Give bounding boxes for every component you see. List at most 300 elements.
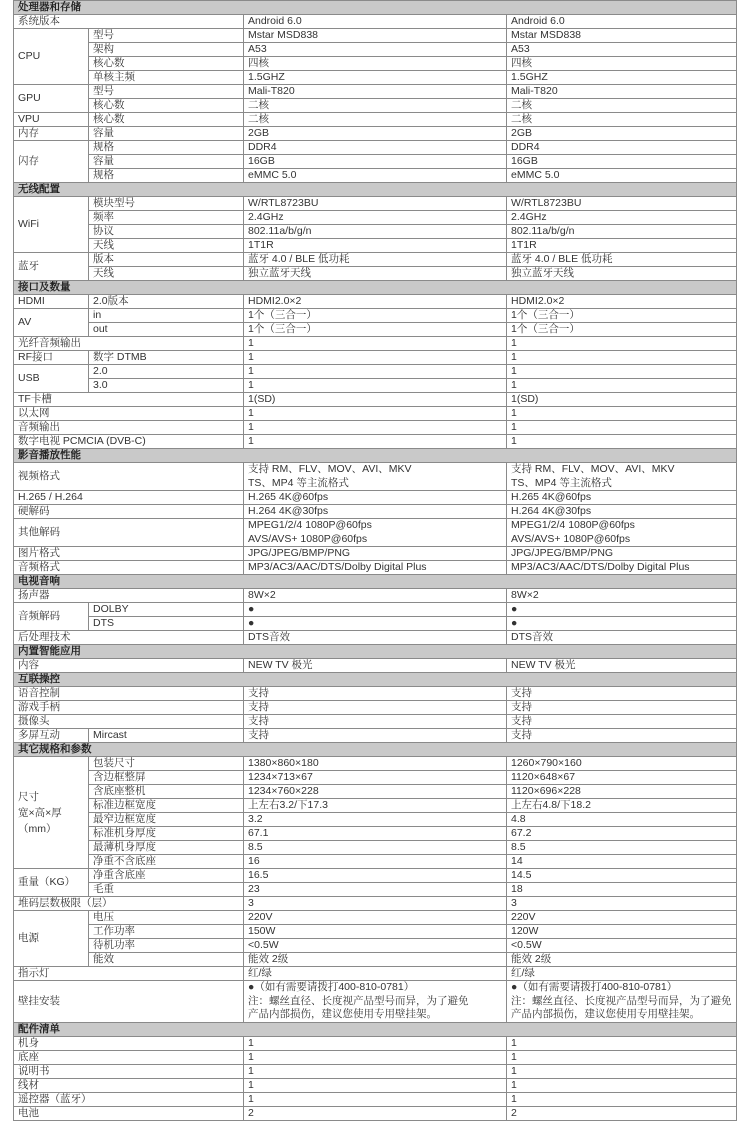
- value-model-a: 3.2: [244, 813, 507, 827]
- spec-row: [14, 29, 737, 43]
- section-header-row: [14, 743, 737, 757]
- spec-subcategory: 模块型号: [89, 197, 244, 211]
- value-model-a: 支持 RM、FLV、MOV、AVI、MKV TS、MP4 等主流格式: [244, 463, 507, 491]
- value-model-b: 1T1R: [507, 239, 737, 253]
- spec-category: 指示灯: [14, 967, 244, 981]
- spec-row: [14, 911, 737, 925]
- spec-row: [14, 309, 737, 323]
- spec-row: [14, 435, 737, 449]
- spec-row: [14, 393, 737, 407]
- value-model-b: 1: [507, 351, 737, 365]
- value-model-b: 1个（三合一）: [507, 323, 737, 337]
- spec-subcategory: 数字 DTMB: [89, 351, 244, 365]
- spec-table-body: [14, 1, 737, 1121]
- value-model-b: Android 6.0: [507, 15, 737, 29]
- value-model-a: 1: [244, 365, 507, 379]
- value-model-b: 1(SD): [507, 393, 737, 407]
- value-model-b: 蓝牙 4.0 / BLE 低功耗: [507, 253, 737, 267]
- spec-category: 多屏互动: [14, 729, 89, 743]
- value-model-a: 1234×713×67: [244, 771, 507, 785]
- value-model-b: 1: [507, 407, 737, 421]
- section-title: 其它规格和参数: [14, 743, 737, 757]
- section-header-row: [14, 645, 737, 659]
- spec-category: 硬解码: [14, 505, 244, 519]
- value-model-a: ●: [244, 603, 507, 617]
- spec-subcategory: 包装尺寸: [89, 757, 244, 771]
- value-model-a: 1: [244, 1051, 507, 1065]
- spec-row: [14, 85, 737, 99]
- value-model-a: ●（如有需要请拨打400-810-0781） 注：螺丝直径、长度视产品型号而异，为了避免 产品内部损伤，建议您使用专用壁挂架。: [244, 981, 507, 1023]
- spec-subcategory: 标准边框宽度: [89, 799, 244, 813]
- value-model-a: 1: [244, 435, 507, 449]
- spec-row: [14, 729, 737, 743]
- value-model-b: 14.5: [507, 869, 737, 883]
- spec-row: [14, 1051, 737, 1065]
- spec-subcategory: 版本: [89, 253, 244, 267]
- value-model-a: MPEG1/2/4 1080P@60fps AVS/AVS+ 1080P@60fps: [244, 519, 507, 547]
- spec-category: 光纤音频输出: [14, 337, 244, 351]
- value-model-a: 1234×760×228: [244, 785, 507, 799]
- spec-row: [14, 505, 737, 519]
- spec-subcategory: 电压: [89, 911, 244, 925]
- section-header-row: [14, 575, 737, 589]
- spec-subcategory: 净重不含底座: [89, 855, 244, 869]
- value-model-a: 1: [244, 1065, 507, 1079]
- spec-subcategory: 频率: [89, 211, 244, 225]
- spec-row: [14, 239, 737, 253]
- value-model-a: 支持: [244, 715, 507, 729]
- spec-subcategory: 标准机身厚度: [89, 827, 244, 841]
- spec-row: [14, 323, 737, 337]
- value-model-a: 能效 2级: [244, 953, 507, 967]
- value-model-a: Android 6.0: [244, 15, 507, 29]
- spec-row: [14, 421, 737, 435]
- value-model-b: 1: [507, 1079, 737, 1093]
- value-model-b: DDR4: [507, 141, 737, 155]
- spec-row: [14, 113, 737, 127]
- section-header-row: [14, 1023, 737, 1037]
- spec-row: [14, 155, 737, 169]
- value-model-a: eMMC 5.0: [244, 169, 507, 183]
- value-model-b: 4.8: [507, 813, 737, 827]
- spec-subcategory: DTS: [89, 617, 244, 631]
- value-model-b: JPG/JPEG/BMP/PNG: [507, 547, 737, 561]
- spec-category: GPU: [14, 85, 89, 113]
- spec-row: [14, 813, 737, 827]
- value-model-b: 支持: [507, 729, 737, 743]
- spec-subcategory: 最窄边框宽度: [89, 813, 244, 827]
- section-title: 接口及数量: [14, 281, 737, 295]
- spec-category: VPU: [14, 113, 89, 127]
- value-model-a: 二核: [244, 113, 507, 127]
- value-model-b: 支持: [507, 715, 737, 729]
- value-model-b: 8W×2: [507, 589, 737, 603]
- spec-category: 其他解码: [14, 519, 244, 547]
- value-model-a: 1T1R: [244, 239, 507, 253]
- spec-row: [14, 295, 737, 309]
- value-model-a: 802.11a/b/g/n: [244, 225, 507, 239]
- spec-category: 内容: [14, 659, 244, 673]
- spec-row: [14, 827, 737, 841]
- spec-subcategory: DOLBY: [89, 603, 244, 617]
- value-model-a: 150W: [244, 925, 507, 939]
- spec-category: 底座: [14, 1051, 244, 1065]
- spec-subcategory: 规格: [89, 169, 244, 183]
- value-model-b: 1: [507, 1065, 737, 1079]
- value-model-a: 支持: [244, 729, 507, 743]
- value-model-a: 支持: [244, 701, 507, 715]
- value-model-a: 支持: [244, 687, 507, 701]
- value-model-a: W/RTL8723BU: [244, 197, 507, 211]
- value-model-a: 1: [244, 1093, 507, 1107]
- spec-row: [14, 15, 737, 29]
- spec-row: [14, 771, 737, 785]
- value-model-a: 1.5GHZ: [244, 71, 507, 85]
- spec-subcategory: out: [89, 323, 244, 337]
- spec-row: [14, 659, 737, 673]
- spec-subcategory: 型号: [89, 29, 244, 43]
- value-model-b: 1: [507, 379, 737, 393]
- value-model-a: 四核: [244, 57, 507, 71]
- spec-row: [14, 491, 737, 505]
- value-model-a: 16: [244, 855, 507, 869]
- value-model-b: 支持: [507, 687, 737, 701]
- section-title: 互联操控: [14, 673, 737, 687]
- spec-table: [13, 0, 737, 1121]
- spec-subcategory: 容量: [89, 127, 244, 141]
- spec-category: 堆码层数极限（层）: [14, 897, 244, 911]
- spec-row: [14, 967, 737, 981]
- spec-row: [14, 785, 737, 799]
- value-model-a: <0.5W: [244, 939, 507, 953]
- spec-row: [14, 407, 737, 421]
- value-model-b: 16GB: [507, 155, 737, 169]
- spec-category: 图片格式: [14, 547, 244, 561]
- spec-subcategory: 天线: [89, 239, 244, 253]
- value-model-b: ●（如有需要请拨打400-810-0781） 注：螺丝直径、长度视产品型号而异，为了避免 产品内部损伤，建议您使用专用壁挂架。: [507, 981, 737, 1023]
- spec-category: 蓝牙: [14, 253, 89, 281]
- value-model-a: JPG/JPEG/BMP/PNG: [244, 547, 507, 561]
- section-header-row: [14, 281, 737, 295]
- spec-row: [14, 869, 737, 883]
- value-model-b: 1120×648×67: [507, 771, 737, 785]
- value-model-a: 1(SD): [244, 393, 507, 407]
- value-model-b: 14: [507, 855, 737, 869]
- value-model-a: H.265 4K@60fps: [244, 491, 507, 505]
- spec-row: [14, 897, 737, 911]
- value-model-a: 1: [244, 1079, 507, 1093]
- spec-row: [14, 981, 737, 1023]
- value-model-a: 1380×860×180: [244, 757, 507, 771]
- spec-category: 尺寸 宽×高×厚 （mm）: [14, 757, 89, 869]
- value-model-b: 8.5: [507, 841, 737, 855]
- spec-category: 音频输出: [14, 421, 244, 435]
- spec-category: WiFi: [14, 197, 89, 253]
- value-model-b: DTS音效: [507, 631, 737, 645]
- spec-subcategory: 工作功率: [89, 925, 244, 939]
- value-model-a: 1个（三合一）: [244, 323, 507, 337]
- spec-subcategory: 规格: [89, 141, 244, 155]
- spec-subcategory: 待机功率: [89, 939, 244, 953]
- value-model-a: 8.5: [244, 841, 507, 855]
- value-model-a: 220V: [244, 911, 507, 925]
- spec-subcategory: 3.0: [89, 379, 244, 393]
- spec-subcategory: 毛重: [89, 883, 244, 897]
- section-header-row: [14, 673, 737, 687]
- spec-row: [14, 57, 737, 71]
- value-model-b: H.264 4K@30fps: [507, 505, 737, 519]
- value-model-b: 二核: [507, 99, 737, 113]
- value-model-b: H.265 4K@60fps: [507, 491, 737, 505]
- spec-row: [14, 43, 737, 57]
- value-model-b: 1个（三合一）: [507, 309, 737, 323]
- spec-row: [14, 141, 737, 155]
- spec-category: 闪存: [14, 141, 89, 183]
- spec-row: [14, 841, 737, 855]
- spec-row: [14, 1079, 737, 1093]
- spec-subcategory: 含底座整机: [89, 785, 244, 799]
- spec-row: [14, 71, 737, 85]
- spec-row: [14, 715, 737, 729]
- spec-row: [14, 953, 737, 967]
- value-model-a: ●: [244, 617, 507, 631]
- spec-category: 语音控制: [14, 687, 244, 701]
- spec-category: 线材: [14, 1079, 244, 1093]
- spec-subcategory: 2.0版本: [89, 295, 244, 309]
- value-model-a: 23: [244, 883, 507, 897]
- value-model-a: A53: [244, 43, 507, 57]
- value-model-b: 1: [507, 1051, 737, 1065]
- value-model-b: 3: [507, 897, 737, 911]
- value-model-a: 16.5: [244, 869, 507, 883]
- spec-subcategory: 净重含底座: [89, 869, 244, 883]
- spec-subcategory: 核心数: [89, 57, 244, 71]
- value-model-a: HDMI2.0×2: [244, 295, 507, 309]
- value-model-b: eMMC 5.0: [507, 169, 737, 183]
- value-model-a: H.264 4K@30fps: [244, 505, 507, 519]
- spec-subcategory: 容量: [89, 155, 244, 169]
- spec-category: 机身: [14, 1037, 244, 1051]
- value-model-b: MP3/AC3/AAC/DTS/Dolby Digital Plus: [507, 561, 737, 575]
- section-header-row: [14, 1, 737, 15]
- spec-row: [14, 757, 737, 771]
- value-model-b: Mali-T820: [507, 85, 737, 99]
- value-model-a: 3: [244, 897, 507, 911]
- spec-category: 音频格式: [14, 561, 244, 575]
- spec-row: [14, 1037, 737, 1051]
- spec-row: [14, 337, 737, 351]
- spec-row: [14, 1107, 737, 1121]
- value-model-a: MP3/AC3/AAC/DTS/Dolby Digital Plus: [244, 561, 507, 575]
- spec-subcategory: 天线: [89, 267, 244, 281]
- value-model-b: 1: [507, 337, 737, 351]
- spec-subcategory: 架构: [89, 43, 244, 57]
- spec-row: [14, 351, 737, 365]
- spec-row: [14, 463, 737, 491]
- value-model-a: 1: [244, 1037, 507, 1051]
- section-header-row: [14, 449, 737, 463]
- spec-category: 遥控器（蓝牙）: [14, 1093, 244, 1107]
- section-title: 内置智能应用: [14, 645, 737, 659]
- value-model-a: 2: [244, 1107, 507, 1121]
- value-model-a: Mstar MSD838: [244, 29, 507, 43]
- spec-row: [14, 211, 737, 225]
- value-model-b: 四核: [507, 57, 737, 71]
- value-model-b: 1120×696×228: [507, 785, 737, 799]
- spec-subcategory: 最薄机身厚度: [89, 841, 244, 855]
- value-model-a: DTS音效: [244, 631, 507, 645]
- value-model-b: NEW TV 极光: [507, 659, 737, 673]
- value-model-b: Mstar MSD838: [507, 29, 737, 43]
- value-model-a: Mali-T820: [244, 85, 507, 99]
- value-model-a: 1: [244, 337, 507, 351]
- value-model-b: 上左右4.8/下18.2: [507, 799, 737, 813]
- spec-category: 以太网: [14, 407, 244, 421]
- value-model-b: 能效 2级: [507, 953, 737, 967]
- spec-row: [14, 561, 737, 575]
- value-model-b: 支持 RM、FLV、MOV、AVI、MKV TS、MP4 等主流格式: [507, 463, 737, 491]
- value-model-b: 802.11a/b/g/n: [507, 225, 737, 239]
- section-title: 影音播放性能: [14, 449, 737, 463]
- section-header-row: [14, 183, 737, 197]
- spec-subcategory: in: [89, 309, 244, 323]
- spec-category: 说明书: [14, 1065, 244, 1079]
- section-title: 配件清单: [14, 1023, 737, 1037]
- value-model-b: 2.4GHz: [507, 211, 737, 225]
- spec-row: [14, 365, 737, 379]
- spec-subcategory: 2.0: [89, 365, 244, 379]
- spec-row: [14, 939, 737, 953]
- value-model-a: 1: [244, 351, 507, 365]
- value-model-a: 1: [244, 379, 507, 393]
- spec-subcategory: Mircast: [89, 729, 244, 743]
- spec-row: [14, 379, 737, 393]
- value-model-b: 1: [507, 365, 737, 379]
- value-model-a: 67.1: [244, 827, 507, 841]
- value-model-b: 红/绿: [507, 967, 737, 981]
- value-model-a: 16GB: [244, 155, 507, 169]
- spec-row: [14, 855, 737, 869]
- spec-subcategory: 单核主频: [89, 71, 244, 85]
- value-model-b: W/RTL8723BU: [507, 197, 737, 211]
- spec-category: HDMI: [14, 295, 89, 309]
- value-model-a: 2GB: [244, 127, 507, 141]
- value-model-b: 120W: [507, 925, 737, 939]
- spec-row: [14, 519, 737, 547]
- spec-row: [14, 169, 737, 183]
- value-model-b: 1.5GHZ: [507, 71, 737, 85]
- value-model-b: ●: [507, 617, 737, 631]
- spec-row: [14, 547, 737, 561]
- spec-category: TF卡槽: [14, 393, 244, 407]
- section-title: 无线配置: [14, 183, 737, 197]
- spec-subcategory: 含边框整屏: [89, 771, 244, 785]
- spec-row: [14, 799, 737, 813]
- spec-row: [14, 197, 737, 211]
- value-model-b: <0.5W: [507, 939, 737, 953]
- spec-subcategory: 型号: [89, 85, 244, 99]
- value-model-b: ●: [507, 603, 737, 617]
- value-model-b: 1: [507, 435, 737, 449]
- spec-category: 电池: [14, 1107, 244, 1121]
- value-model-a: 1: [244, 407, 507, 421]
- value-model-b: 18: [507, 883, 737, 897]
- section-title: 处理器和存储: [14, 1, 737, 15]
- spec-category: 数字电视 PCMCIA (DVB-C): [14, 435, 244, 449]
- value-model-a: 2.4GHz: [244, 211, 507, 225]
- spec-category: 重量（KG）: [14, 869, 89, 897]
- spec-category: AV: [14, 309, 89, 337]
- value-model-a: 红/绿: [244, 967, 507, 981]
- spec-subcategory: 协议: [89, 225, 244, 239]
- value-model-b: 支持: [507, 701, 737, 715]
- spec-subcategory: 核心数: [89, 113, 244, 127]
- spec-category: USB: [14, 365, 89, 393]
- spec-category: H.265 / H.264: [14, 491, 244, 505]
- spec-row: [14, 603, 737, 617]
- spec-category: 音频解码: [14, 603, 89, 631]
- spec-subcategory: 能效: [89, 953, 244, 967]
- spec-row: [14, 1093, 737, 1107]
- spec-row: [14, 127, 737, 141]
- spec-row: [14, 883, 737, 897]
- value-model-b: HDMI2.0×2: [507, 295, 737, 309]
- spec-row: [14, 925, 737, 939]
- spec-row: [14, 267, 737, 281]
- spec-category: 系统版本: [14, 15, 244, 29]
- value-model-a: NEW TV 极光: [244, 659, 507, 673]
- spec-sheet: [13, 0, 736, 1121]
- value-model-a: 1个（三合一）: [244, 309, 507, 323]
- value-model-a: 二核: [244, 99, 507, 113]
- value-model-b: 67.2: [507, 827, 737, 841]
- spec-row: [14, 687, 737, 701]
- value-model-b: 1: [507, 1093, 737, 1107]
- spec-category: CPU: [14, 29, 89, 85]
- spec-category: 壁挂安装: [14, 981, 244, 1023]
- value-model-b: 独立蓝牙天线: [507, 267, 737, 281]
- spec-category: RF接口: [14, 351, 89, 365]
- value-model-a: 8W×2: [244, 589, 507, 603]
- spec-category: 后处理技术: [14, 631, 244, 645]
- value-model-b: MPEG1/2/4 1080P@60fps AVS/AVS+ 1080P@60fps: [507, 519, 737, 547]
- spec-row: [14, 617, 737, 631]
- spec-category: 摄像头: [14, 715, 244, 729]
- value-model-a: 蓝牙 4.0 / BLE 低功耗: [244, 253, 507, 267]
- value-model-a: 1: [244, 421, 507, 435]
- spec-row: [14, 225, 737, 239]
- spec-category: 内存: [14, 127, 89, 141]
- spec-row: [14, 701, 737, 715]
- value-model-b: 1260×790×160: [507, 757, 737, 771]
- spec-category: 视频格式: [14, 463, 244, 491]
- spec-category: 游戏手柄: [14, 701, 244, 715]
- value-model-b: 1: [507, 1037, 737, 1051]
- value-model-b: 二核: [507, 113, 737, 127]
- spec-category: 扬声器: [14, 589, 244, 603]
- value-model-b: 2: [507, 1107, 737, 1121]
- value-model-a: 独立蓝牙天线: [244, 267, 507, 281]
- value-model-a: DDR4: [244, 141, 507, 155]
- spec-row: [14, 589, 737, 603]
- section-title: 电视音响: [14, 575, 737, 589]
- value-model-b: A53: [507, 43, 737, 57]
- value-model-a: 上左右3.2/下17.3: [244, 799, 507, 813]
- value-model-b: 1: [507, 421, 737, 435]
- value-model-b: 2GB: [507, 127, 737, 141]
- spec-row: [14, 631, 737, 645]
- value-model-b: 220V: [507, 911, 737, 925]
